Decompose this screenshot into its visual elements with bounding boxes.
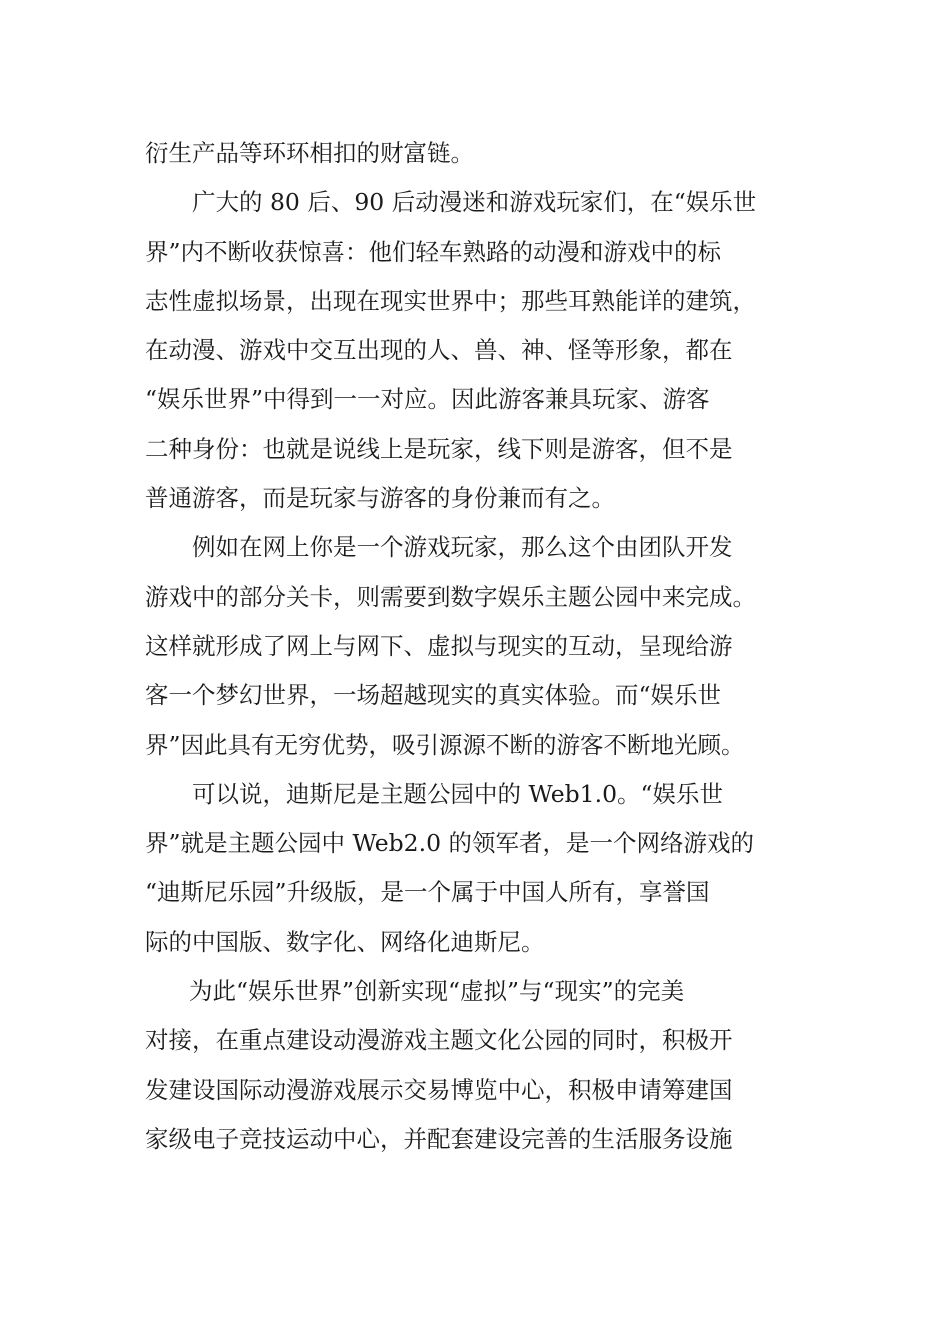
text-line: 界”就是主题公园中 Web2.0 的领军者，是一个网络游戏的 (145, 829, 755, 858)
text-line: 游戏中的部分关卡，则需要到数字娱乐主题公园中来完成。 (145, 582, 756, 611)
text-line: “娱乐世界”中得到一一对应。因此游客兼具玩家、游客 (145, 385, 710, 414)
text-line: 志性虚拟场景，出现在现实世界中；那些耳熟能详的建筑， (145, 286, 756, 315)
text-line: 衍生产品等环环相扣的财富链。 (145, 139, 474, 167)
text-line: 例如在网上你是一个游戏玩家，那么这个由团队开发 (192, 533, 733, 562)
text-line: 二种身份：也就是说线上是玩家，线下则是游客，但不是 (145, 434, 733, 463)
paragraph-3 (145, 523, 810, 769)
document-body (145, 129, 810, 1164)
paragraph-4 (145, 770, 810, 967)
paragraph-1 (145, 129, 810, 178)
text-line: 界”内不断收获惊喜：他们轻车熟路的动漫和游戏中的标 (145, 237, 722, 266)
text-line: 界”因此具有无穷优势，吸引源源不断的游客不断地光顾。 (145, 730, 745, 759)
text-line: “迪斯尼乐园”升级版，是一个属于中国人所有，享誉国 (145, 878, 710, 907)
text-line: 在动漫、游戏中交互出现的人、兽、神、怪等形象，都在 (145, 336, 733, 365)
text-line: 发建设国际动漫游戏展示交易博览中心，积极申请筹建国 (145, 1075, 733, 1104)
text-line: 普通游客，而是玩家与游客的身份兼而有之。 (145, 484, 615, 513)
text-line: 客一个梦幻世界，一场超越现实的真实体验。而“娱乐世 (145, 681, 722, 710)
text-line: 为此“娱乐世界”创新实现“虚拟”与“现实”的完美 (189, 977, 685, 1006)
text-line: 广大的 80 后、90 后动漫迷和游戏玩家们，在“娱乐世 (192, 188, 757, 217)
text-line: 对接，在重点建设动漫游戏主题文化公园的同时，积极开 (145, 1026, 733, 1055)
paragraph-5 (145, 967, 810, 1164)
text-line: 这样就形成了网上与网下、虚拟与现实的互动，呈现给游 (145, 631, 733, 660)
text-line: 际的中国版、数字化、网络化迪斯尼。 (145, 927, 545, 956)
paragraph-2 (145, 178, 810, 523)
text-line: 家级电子竞技运动中心，并配套建设完善的生活服务设施 (145, 1124, 733, 1153)
text-line: 可以说，迪斯尼是主题公园中的 Web1.0。“娱乐世 (192, 779, 724, 808)
